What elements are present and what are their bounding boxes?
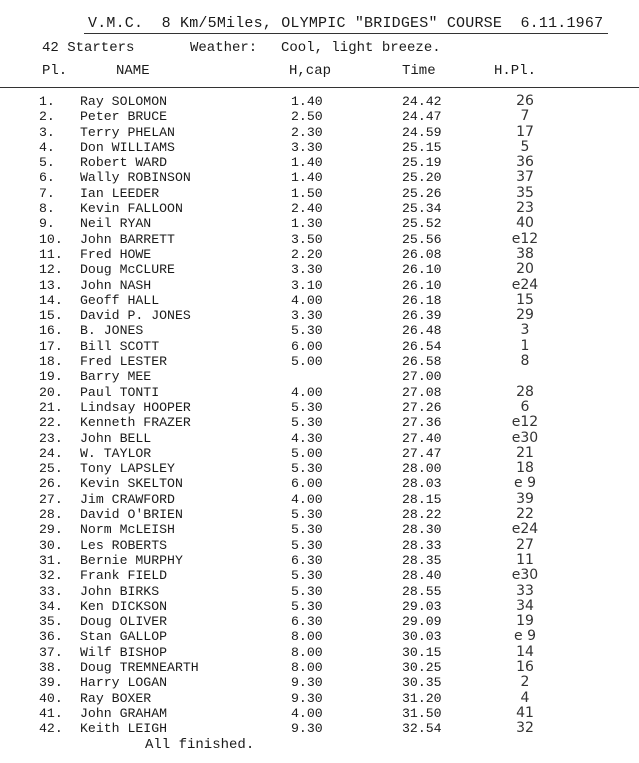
handicap-place-cell: e24 [511, 521, 539, 538]
time-cell: 26.54 [402, 338, 442, 354]
handicap-cell: 4.30 [291, 430, 323, 446]
starters-count: 42 Starters [42, 40, 135, 56]
handicap-place-cell: 38 [516, 245, 534, 262]
place-cell: 9. [39, 216, 55, 232]
name-cell: Wally ROBINSON [80, 170, 191, 186]
time-cell: 28.40 [402, 568, 442, 584]
table-row [0, 614, 639, 629]
place-cell: 34. [39, 598, 63, 614]
place-cell: 28. [39, 507, 63, 523]
name-cell: Robert WARD [80, 155, 168, 171]
handicap-place-cell: 33 [516, 582, 534, 599]
handicap-cell: 5.30 [291, 323, 323, 339]
place-cell: 32. [39, 568, 63, 584]
header-handicap-place: H.Pl. [494, 63, 537, 79]
handicap-cell: 9.30 [291, 675, 323, 691]
name-cell: Kenneth FRAZER [80, 415, 191, 431]
place-cell: 3. [39, 124, 55, 140]
handicap-cell: 6.30 [291, 614, 323, 630]
handicap-place-cell: 26 [516, 93, 534, 109]
place-cell: 13. [39, 277, 63, 293]
handicap-place-cell: 22 [516, 506, 534, 523]
table-row [0, 599, 639, 614]
handicap-place-cell: 4 [520, 689, 530, 706]
name-cell: Tony LAPSLEY [80, 461, 175, 477]
handicap-place-cell: 39 [516, 490, 534, 507]
place-cell: 6. [39, 170, 55, 186]
handicap-cell: 4.00 [291, 292, 323, 308]
time-cell: 24.59 [402, 124, 442, 140]
handicap-place-cell: 18 [516, 460, 534, 477]
place-cell: 36. [39, 629, 63, 645]
handicap-cell: 2.50 [291, 109, 323, 125]
place-cell: 17. [39, 338, 63, 354]
name-cell: Ian LEEDER [80, 185, 160, 201]
handicap-cell: 1.40 [291, 94, 323, 109]
handicap-place-cell: 34 [516, 597, 534, 614]
time-cell: 25.34 [402, 201, 442, 217]
handicap-cell: 5.30 [291, 583, 323, 599]
handicap-place-cell: 8 [520, 353, 530, 370]
handicap-place-cell: e24 [511, 276, 539, 293]
time-cell: 28.15 [402, 491, 442, 507]
handicap-cell: 5.30 [291, 507, 323, 523]
name-cell: Doug McCLURE [80, 262, 175, 278]
time-cell: 30.15 [402, 644, 442, 660]
time-cell: 28.00 [402, 461, 442, 477]
table-row [0, 339, 639, 354]
place-cell: 25. [39, 461, 63, 477]
time-cell: 30.03 [402, 629, 442, 645]
table-row [0, 507, 639, 522]
name-cell: Peter BRUCE [80, 109, 168, 125]
handicap-cell: 1.50 [291, 185, 323, 201]
name-cell: Norm McLEISH [80, 522, 175, 538]
place-cell: 16. [39, 323, 63, 339]
table-row [0, 400, 639, 415]
time-cell: 28.55 [402, 583, 442, 599]
name-cell: David P. JONES [80, 308, 191, 324]
table-row [0, 247, 639, 262]
table-row [0, 232, 639, 247]
table-row [0, 354, 639, 369]
table-row [0, 645, 639, 660]
place-cell: 23. [39, 430, 63, 446]
name-cell: Neil RYAN [80, 216, 152, 232]
table-row [0, 323, 639, 338]
handicap-place-cell: 3 [520, 322, 530, 339]
name-cell: Stan GALLOP [80, 629, 168, 645]
handicap-place-cell: 40 [516, 215, 534, 232]
handicap-cell: 3.30 [291, 308, 323, 324]
place-cell: 21. [39, 399, 63, 415]
handicap-place-cell: 41 [516, 704, 534, 721]
time-cell: 28.22 [402, 507, 442, 523]
time-cell: 29.03 [402, 598, 442, 614]
table-row [0, 369, 639, 384]
place-cell: 26. [39, 476, 63, 492]
place-cell: 20. [39, 384, 63, 400]
place-cell: 15. [39, 308, 63, 324]
place-cell: 19. [39, 369, 63, 385]
table-row [0, 706, 639, 721]
weather-value: Cool, light breeze. [281, 40, 441, 56]
place-cell: 27. [39, 491, 63, 507]
handicap-place-cell: e12 [511, 230, 539, 247]
handicap-place-cell: e 9 [514, 628, 536, 645]
time-cell: 25.20 [402, 170, 442, 186]
time-cell: 26.08 [402, 246, 442, 262]
handicap-cell: 3.30 [291, 262, 323, 278]
handicap-cell: 8.00 [291, 629, 323, 645]
handicap-cell: 2.40 [291, 201, 323, 217]
handicap-cell: 5.00 [291, 445, 323, 461]
table-row [0, 522, 639, 537]
time-cell: 31.50 [402, 705, 442, 721]
handicap-place-cell: e12 [511, 414, 539, 431]
table-row [0, 538, 639, 553]
place-cell: 11. [39, 246, 63, 262]
handicap-place-cell: 28 [516, 383, 534, 400]
time-cell: 29.09 [402, 614, 442, 630]
handicap-place-cell: 17 [516, 123, 534, 140]
handicap-cell: 5.30 [291, 415, 323, 431]
place-cell: 29. [39, 522, 63, 538]
place-cell: 38. [39, 659, 63, 675]
page-title: V.M.C. 8 Km/5Miles, OLYMPIC "BRIDGES" COURSE 6.11.1967 [88, 15, 604, 32]
name-cell: Jim CRAWFORD [80, 491, 175, 507]
handicap-place-cell: 23 [516, 200, 534, 217]
place-cell: 33. [39, 583, 63, 599]
place-cell: 24. [39, 445, 63, 461]
place-cell: 35. [39, 614, 63, 630]
table-row [0, 446, 639, 461]
handicap-cell: 5.00 [291, 354, 323, 370]
table-row [0, 216, 639, 231]
handicap-cell: 6.00 [291, 476, 323, 492]
handicap-cell: 9.30 [291, 690, 323, 706]
name-cell: Lindsay HOOPER [80, 399, 191, 415]
table-row [0, 553, 639, 568]
place-cell: 1. [39, 94, 55, 109]
handicap-cell: 2.20 [291, 246, 323, 262]
handicap-place-cell: 6 [520, 398, 530, 415]
handicap-place-cell: 7 [520, 108, 530, 125]
name-cell: Paul TONTI [80, 384, 160, 400]
table-row [0, 492, 639, 507]
name-cell: John GRAHAM [80, 705, 168, 721]
table-row [0, 461, 639, 476]
handicap-place-cell: e30 [511, 429, 539, 446]
table-row [0, 201, 639, 216]
handicap-cell: 3.30 [291, 139, 323, 155]
name-cell: W. TAYLOR [80, 445, 152, 461]
place-cell: 8. [39, 201, 55, 217]
table-row [0, 109, 639, 124]
time-cell: 28.35 [402, 552, 442, 568]
name-cell: Kevin FALLOON [80, 201, 183, 217]
handicap-cell: 5.30 [291, 568, 323, 584]
place-cell: 5. [39, 155, 55, 171]
place-cell: 7. [39, 185, 55, 201]
time-cell: 27.36 [402, 415, 442, 431]
table-row [0, 584, 639, 599]
header-name: NAME [116, 63, 150, 79]
handicap-cell: 9.30 [291, 721, 323, 737]
time-cell: 28.30 [402, 522, 442, 538]
time-cell: 25.19 [402, 155, 442, 171]
time-cell: 27.40 [402, 430, 442, 446]
handicap-cell: 2.30 [291, 124, 323, 140]
table-row [0, 170, 639, 185]
time-cell: 30.35 [402, 675, 442, 691]
handicap-place-cell: 36 [516, 154, 534, 171]
place-cell: 37. [39, 644, 63, 660]
place-cell: 40. [39, 690, 63, 706]
time-cell: 26.58 [402, 354, 442, 370]
handicap-cell: 5.30 [291, 522, 323, 538]
time-cell: 30.25 [402, 659, 442, 675]
time-cell: 27.00 [402, 369, 442, 385]
handicap-cell: 5.30 [291, 598, 323, 614]
handicap-place-cell: 15 [516, 291, 534, 308]
handicap-cell: 5.30 [291, 399, 323, 415]
place-cell: 31. [39, 552, 63, 568]
name-cell: Barry MEE [80, 369, 152, 385]
handicap-place-cell: 37 [516, 169, 534, 186]
place-cell: 18. [39, 354, 63, 370]
name-cell: Doug OLIVER [80, 614, 168, 630]
time-cell: 24.47 [402, 109, 442, 125]
table-row [0, 691, 639, 706]
table-row [0, 155, 639, 170]
table-row [0, 431, 639, 446]
name-cell: Les ROBERTS [80, 537, 168, 553]
table-row [0, 140, 639, 155]
results-table [0, 94, 639, 736]
handicap-cell: 3.10 [291, 277, 323, 293]
time-cell: 27.26 [402, 399, 442, 415]
handicap-place-cell: 29 [516, 307, 534, 324]
time-cell: 31.20 [402, 690, 442, 706]
time-cell: 25.52 [402, 216, 442, 232]
time-cell: 24.42 [402, 94, 442, 109]
table-row [0, 675, 639, 690]
handicap-place-cell: 21 [516, 444, 534, 461]
table-row [0, 415, 639, 430]
table-row [0, 293, 639, 308]
header-handicap: H,cap [289, 63, 332, 79]
table-row [0, 186, 639, 201]
name-cell: Geoff HALL [80, 292, 160, 308]
name-cell: Harry LOGAN [80, 675, 168, 691]
name-cell: Terry PHELAN [80, 124, 175, 140]
place-cell: 42. [39, 721, 63, 737]
handicap-place-cell: 11 [516, 551, 534, 568]
time-cell: 32.54 [402, 721, 442, 737]
footer-note: All finished. [145, 737, 255, 753]
table-row [0, 94, 639, 109]
handicap-place-cell: 14 [516, 643, 534, 660]
header-rule [0, 87, 639, 88]
table-row [0, 660, 639, 675]
handicap-cell: 1.30 [291, 216, 323, 232]
handicap-place-cell: 27 [516, 536, 534, 553]
name-cell: Fred HOWE [80, 246, 152, 262]
table-row [0, 476, 639, 491]
time-cell: 28.03 [402, 476, 442, 492]
handicap-cell: 5.30 [291, 537, 323, 553]
handicap-cell: 5.30 [291, 461, 323, 477]
name-cell: Bill SCOTT [80, 338, 160, 354]
handicap-cell: 4.00 [291, 384, 323, 400]
time-cell: 26.10 [402, 262, 442, 278]
table-row [0, 568, 639, 583]
name-cell: John BARRETT [80, 231, 175, 247]
handicap-place-cell: 32 [516, 720, 534, 737]
name-cell: Ray SOLOMON [80, 94, 168, 109]
handicap-cell: 6.30 [291, 552, 323, 568]
handicap-cell: 3.50 [291, 231, 323, 247]
place-cell: 22. [39, 415, 63, 431]
weather-label: Weather: [190, 40, 258, 56]
title-underline [84, 33, 608, 34]
handicap-cell: 4.00 [291, 491, 323, 507]
time-cell: 28.33 [402, 537, 442, 553]
name-cell: Keith LEIGH [80, 721, 168, 737]
place-cell: 4. [39, 139, 55, 155]
place-cell: 41. [39, 705, 63, 721]
name-cell: John NASH [80, 277, 152, 293]
time-cell: 27.08 [402, 384, 442, 400]
handicap-cell: 8.00 [291, 644, 323, 660]
name-cell: Ken DICKSON [80, 598, 168, 614]
table-row [0, 262, 639, 277]
name-cell: Kevin SKELTON [80, 476, 183, 492]
time-cell: 25.26 [402, 185, 442, 201]
place-cell: 12. [39, 262, 63, 278]
handicap-place-cell: 35 [516, 184, 534, 201]
name-cell: Doug TREMNEARTH [80, 659, 199, 675]
name-cell: Wilf BISHOP [80, 644, 168, 660]
handicap-place-cell: 16 [516, 658, 534, 675]
table-row [0, 308, 639, 323]
table-row [0, 125, 639, 140]
handicap-place-cell: 20 [516, 261, 534, 278]
name-cell: Don WILLIAMS [80, 139, 175, 155]
place-cell: 2. [39, 109, 55, 125]
table-row [0, 278, 639, 293]
place-cell: 30. [39, 537, 63, 553]
handicap-place-cell: 19 [516, 613, 534, 630]
table-row [0, 721, 639, 736]
handicap-place-cell: e 9 [514, 475, 536, 492]
time-cell: 27.47 [402, 445, 442, 461]
handicap-cell: 6.00 [291, 338, 323, 354]
handicap-cell: 1.40 [291, 170, 323, 186]
name-cell: Fred LESTER [80, 354, 168, 370]
place-cell: 39. [39, 675, 63, 691]
handicap-place-cell: 1 [520, 337, 530, 354]
handicap-cell: 8.00 [291, 659, 323, 675]
handicap-cell: 1.40 [291, 155, 323, 171]
time-cell: 25.56 [402, 231, 442, 247]
time-cell: 26.39 [402, 308, 442, 324]
table-row [0, 629, 639, 644]
handicap-place-cell: e30 [511, 567, 539, 584]
name-cell: Frank FIELD [80, 568, 168, 584]
table-row [0, 385, 639, 400]
handicap-place-cell: 2 [520, 674, 530, 691]
name-cell: David O'BRIEN [80, 507, 183, 523]
name-cell: John BELL [80, 430, 152, 446]
name-cell: John BIRKS [80, 583, 160, 599]
name-cell: Ray BOXER [80, 690, 152, 706]
header-time: Time [402, 63, 436, 79]
handicap-cell: 4.00 [291, 705, 323, 721]
name-cell: Bernie MURPHY [80, 552, 183, 568]
place-cell: 10. [39, 231, 63, 247]
place-cell: 14. [39, 292, 63, 308]
time-cell: 25.15 [402, 139, 442, 155]
header-place: Pl. [42, 63, 68, 79]
time-cell: 26.18 [402, 292, 442, 308]
handicap-place-cell: 5 [520, 138, 530, 155]
time-cell: 26.48 [402, 323, 442, 339]
name-cell: B. JONES [80, 323, 144, 339]
time-cell: 26.10 [402, 277, 442, 293]
